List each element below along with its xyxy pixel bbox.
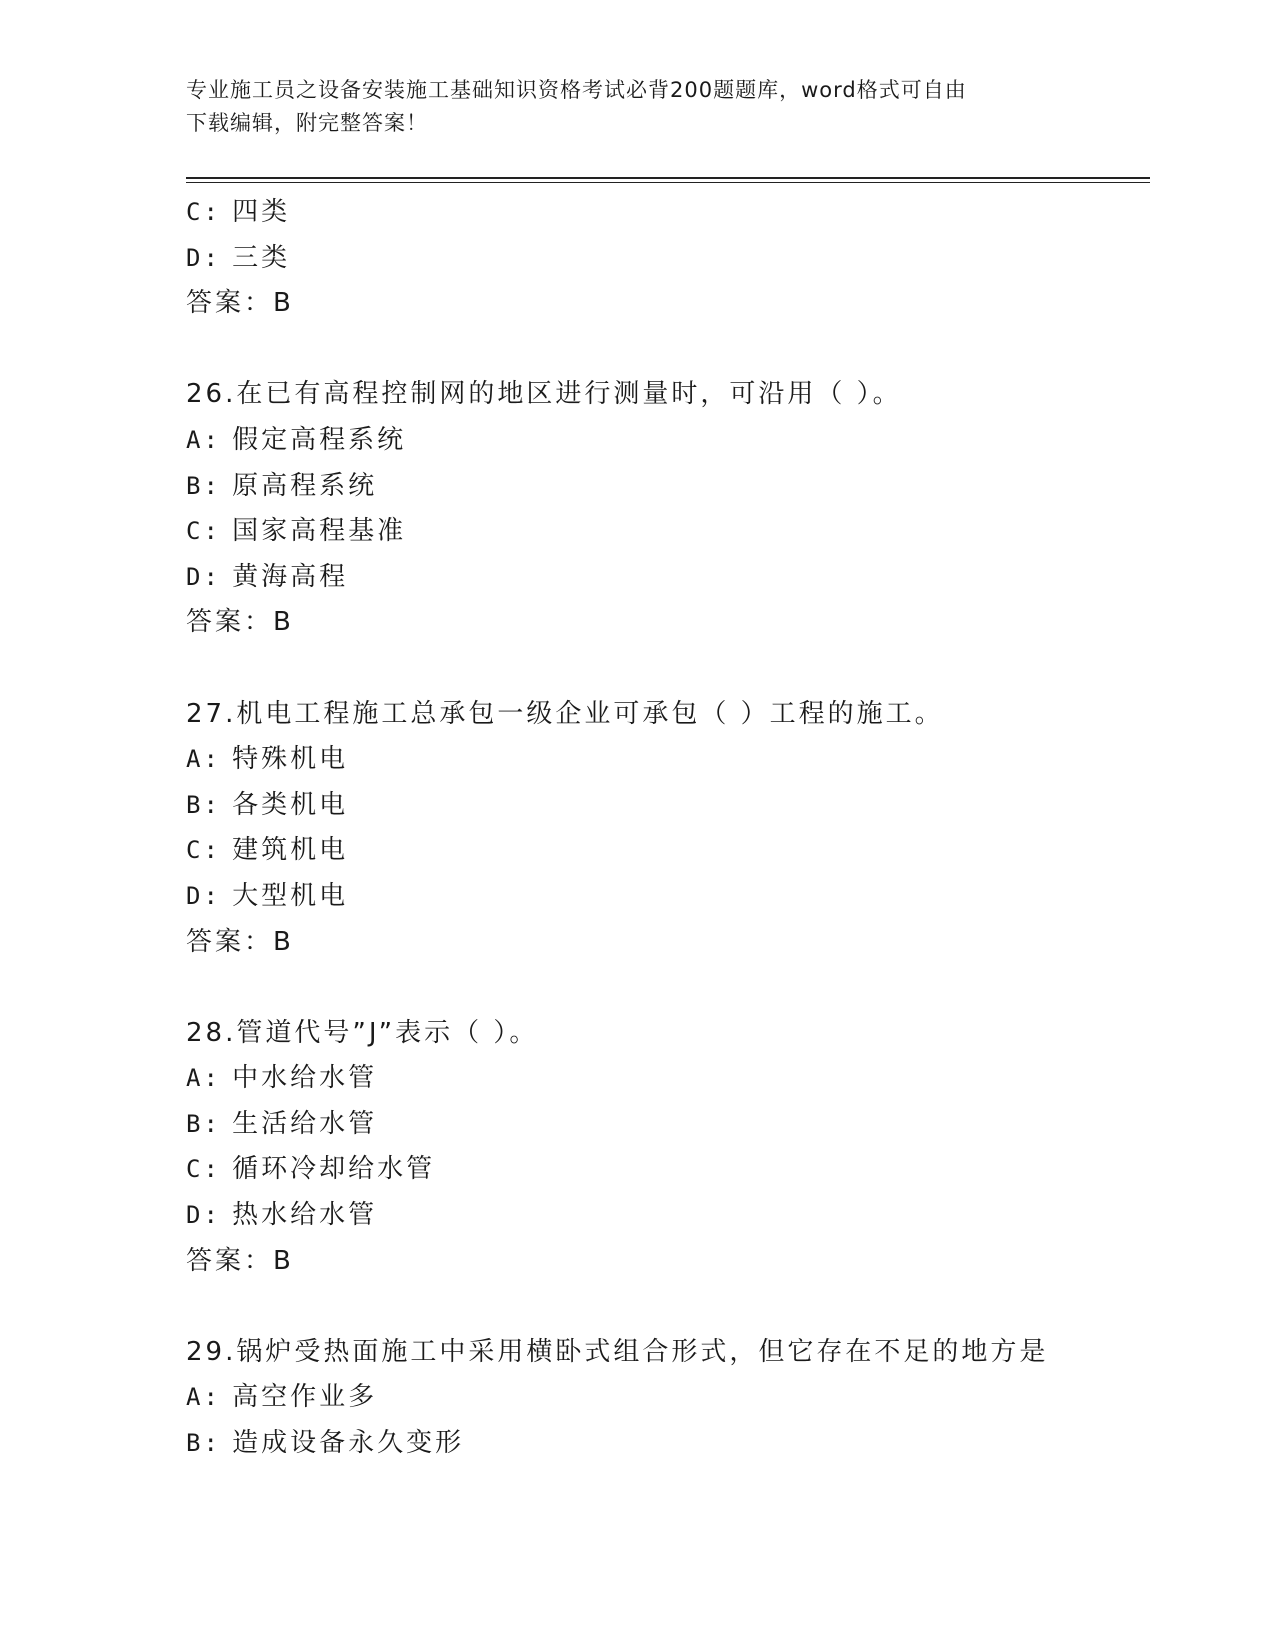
option-c: C: 国家高程基准 [186,516,407,547]
header-line-2: 下载编辑，附完整答案！ [186,111,428,135]
answer: 答案：B [186,926,294,957]
header-line-1: 专业施工员之设备安装施工基础知识资格考试必背200题题库，word格式可自由 [186,78,967,102]
option-b: B: 生活给水管 [186,1108,378,1139]
option-b: B: 各类机电 [186,789,349,820]
option-b: B: 造成设备永久变形 [186,1428,465,1459]
option-a: A: 中水给水管 [186,1063,378,1094]
question-stem: 29.锅炉受热面施工中采用横卧式组合形式，但它存在不足的地方是 [186,1336,1049,1367]
header-rule-thin [186,182,1150,183]
option-a: A: 特殊机电 [186,744,349,775]
document-header [186,74,1086,140]
option-d: D: 三类 [186,242,291,273]
option-c: C: 循环冷却给水管 [186,1154,436,1185]
question-list [186,190,1146,1467]
question-stem: 26.在已有高程控制网的地区进行测量时，可沿用（ ）。 [186,379,902,410]
option-b: B: 原高程系统 [186,470,378,501]
option-c: C: 建筑机电 [186,835,349,866]
header-rule [186,177,1150,179]
question-stem: 28.管道代号”J”表示（ ）。 [186,1017,539,1048]
question-stem: 27.机电工程施工总承包一级企业可承包（ ）工程的施工。 [186,698,944,729]
option-a: A: 假定高程系统 [186,424,407,455]
answer: 答案：B [186,288,294,319]
answer: 答案：B [186,1245,294,1276]
option-a: A: 高空作业多 [186,1382,378,1413]
option-d: D: 黄海高程 [186,561,349,592]
answer: 答案：B [186,607,294,638]
option-d: D: 热水给水管 [186,1200,378,1231]
option-c: C: 四类 [186,197,291,227]
option-d: D: 大型机电 [186,880,349,911]
